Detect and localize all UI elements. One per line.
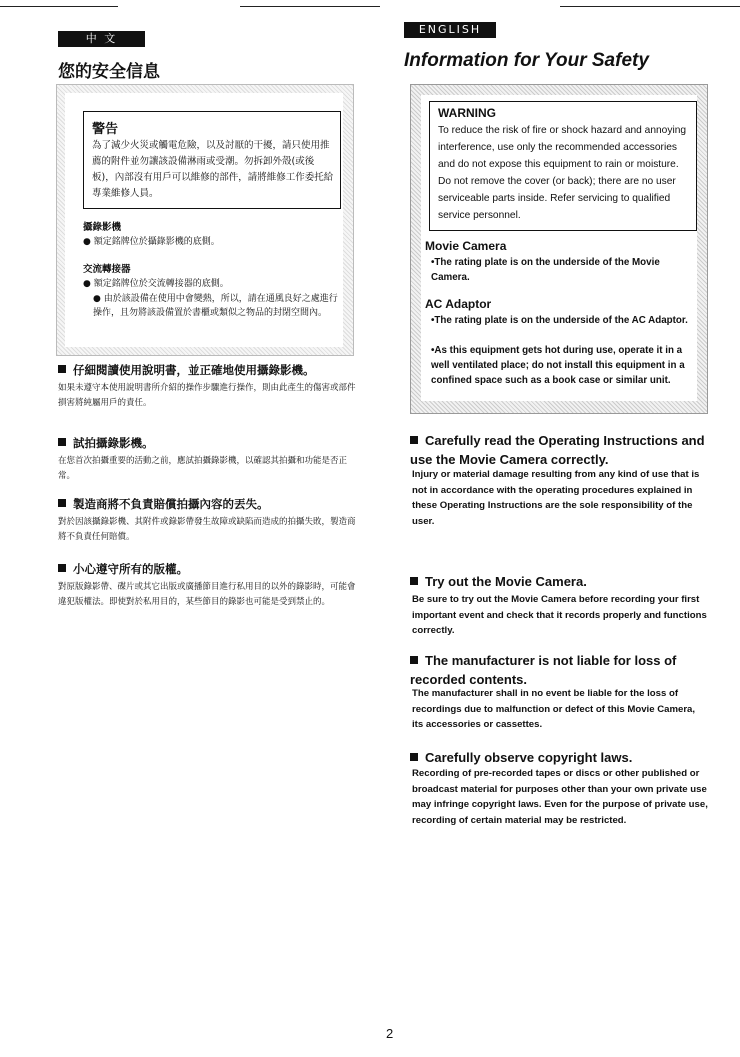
bullet-square <box>410 753 418 761</box>
chinese-section-2-text: 在您首次拍攝重要的活動之前，應試拍攝錄影機，以確認其拍攝和功能是否正常。 <box>58 456 348 481</box>
chinese-section-1-heading-text: 仔細閱讀使用說明書，並正確地使用攝錄影機。 <box>73 363 315 377</box>
chinese-camera-label: 攝錄影機 <box>83 222 122 233</box>
english-camera-label: Movie Camera <box>425 239 507 253</box>
chinese-camera-bullet: ● 額定銘牌位於攝錄影機的底側。 <box>83 237 220 247</box>
chinese-warning-panel <box>56 84 354 356</box>
english-camera-bullet: •The rating plate is on the underside of the Movie Camera. <box>431 257 660 283</box>
english-language-tab: ENGLISH <box>404 22 496 38</box>
english-section-1-heading-text: Carefully read the Operating Instructions and use the Movie Camera correctly. <box>410 433 705 467</box>
chinese-section-3-heading-text: 製造商將不負責賠償拍攝內容的丟失。 <box>73 497 269 511</box>
bullet-square <box>58 499 66 507</box>
chinese-language-tab: 中 文 <box>58 31 145 47</box>
top-rule-right <box>560 6 740 7</box>
english-warning-title: WARNING <box>438 106 496 120</box>
bullet-square <box>410 577 418 585</box>
english-section-4-heading-text: Carefully observe copyright laws. <box>425 750 633 765</box>
bullet-square <box>58 438 66 446</box>
bullet-square <box>410 436 418 444</box>
top-rule-mid <box>240 6 380 7</box>
chinese-section-4-heading <box>58 561 188 577</box>
english-section-4-text: Recording of pre-recorded tapes or discs or other published or broadcast material for purposes other than your own private use may infringe copyright laws. Even for the purpose of private use, recording of certain material may be restricted. <box>412 768 708 826</box>
english-warning-panel-inner <box>421 95 697 401</box>
english-section-4-heading <box>410 748 710 767</box>
english-warning-box <box>429 101 697 231</box>
bullet-square <box>58 564 66 572</box>
english-warning-panel <box>410 84 708 414</box>
english-section-1-text: Injury or material damage resulting from any kind of use that is not in accordance with the operating procedures explained in these Operating Instructions are the sole responsibility of the user. <box>412 469 700 527</box>
english-adaptor-bullet-2: •As this equipment gets hot during use, operate it in a well ventilated place; do not install this equipment in a confined space such as a book case or similar unit. <box>431 345 685 386</box>
english-adaptor-label: AC Adaptor <box>425 297 492 311</box>
top-rule-left <box>0 6 118 7</box>
english-warning-text: To reduce the risk of fire or shock hazard and annoying interference, use only the recommended accessories and do not expose this equipment to rain or moisture. Do not remove the cover (or back); there are no user serviceable parts inside. Refer servicing to qualified service personnel. <box>438 125 687 221</box>
chinese-section-4-text: 對原版錄影帶、碟片或其它出版或廣播節目進行私用目的以外的錄影時，可能會違犯版權法。即使對於私用目的，某些節目的錄影也可能是受到禁止的。 <box>58 582 356 607</box>
english-section-3-text: The manufacturer shall in no event be liable for the loss of recordings due to malfunction or defect of this Movie Camera, its accessories or cassettes. <box>412 688 696 730</box>
chinese-adaptor-bullet-2: ● 由於該設備在使用中會變熱，所以，請在通風良好之處進行操作，且勿將該設備置於書櫃或類似之物品的封閉空間內。 <box>93 294 338 318</box>
chinese-page-title: 您的安全信息 <box>58 62 160 82</box>
english-section-2-text: Be sure to try out the Movie Camera before recording your first important event and check that it records properly and functions correctly. <box>412 594 707 636</box>
chinese-warning-text: 為了減少火災或觸電危險，以及討厭的干擾，請只使用推薦的附件並勿讓該設備淋雨或受潮。勿拆卸外殼(或後板)，內部沒有用戶可以維修的部件，請將維修工作委托給專業維修人員。 <box>92 140 334 199</box>
bullet-square <box>410 656 418 664</box>
chinese-section-3-text: 對於因該攝錄影機、其附件或錄影帶發生故障或缺陷而造成的拍攝失敗，製造商將不負責任何賠償。 <box>58 517 356 542</box>
english-page-title: Information for Your Safety <box>404 50 649 71</box>
chinese-adaptor-label: 交流轉接器 <box>83 264 131 275</box>
chinese-section-3-heading <box>58 496 269 512</box>
chinese-section-2-heading <box>58 435 154 451</box>
chinese-warning-panel-inner <box>65 93 343 347</box>
chinese-warning-box <box>83 111 341 209</box>
chinese-section-1-text: 如果未遵守本使用說明書所介紹的操作步驟進行操作，則由此產生的傷害或部件損害將純屬用戶的責任。 <box>58 383 356 408</box>
chinese-warning-title: 警告 <box>92 122 119 137</box>
english-section-2-heading-text: Try out the Movie Camera. <box>425 574 587 589</box>
bullet-square <box>58 365 66 373</box>
english-section-3-heading-text: The manufacturer is not liable for loss of recorded contents. <box>410 653 677 687</box>
chinese-section-1-heading <box>58 362 315 378</box>
chinese-section-4-heading-text: 小心遵守所有的版權。 <box>73 562 188 576</box>
english-section-1-heading <box>410 431 710 469</box>
chinese-section-2-heading-text: 試拍攝錄影機。 <box>73 436 154 450</box>
english-adaptor-bullet-1: •The rating plate is on the underside of the AC Adaptor. <box>431 315 688 326</box>
page-number: 2 <box>386 1026 394 1041</box>
chinese-adaptor-bullet-1: ● 額定銘牌位於交流轉接器的底側。 <box>83 279 229 289</box>
english-section-2-heading <box>410 572 710 591</box>
english-section-3-heading <box>410 651 710 689</box>
